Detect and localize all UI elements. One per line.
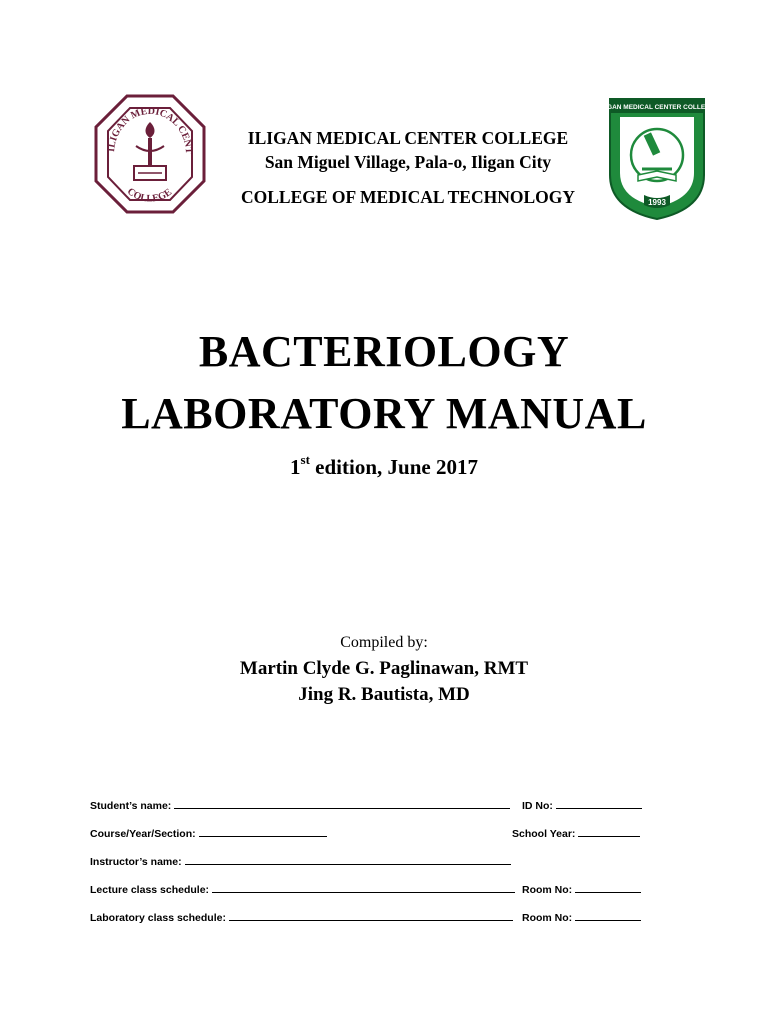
edition-date: edition, June 2017 (309, 455, 478, 479)
instructor-label: Instructor’s name: (90, 856, 182, 868)
right-logo-year: 1993 (648, 198, 666, 207)
room2-field[interactable] (575, 910, 641, 921)
svg-text:ILIGAN MEDICAL CENTER: ILIGAN MEDICAL CENT (106, 105, 195, 155)
manual-title-line1: BACTERIOLOGY (198, 327, 570, 376)
edition (0, 452, 768, 480)
shield-logo-icon (599, 97, 715, 221)
department-name: COLLEGE OF MEDICAL TECHNOLOGY (240, 187, 575, 207)
school-year-field[interactable] (578, 826, 640, 837)
author-2: Jing R. Bautista, MD (298, 684, 470, 705)
school-year-label: School Year: (512, 828, 576, 840)
instructor-field[interactable] (185, 854, 511, 865)
course-row (90, 826, 327, 840)
author-1: Martin Clyde G. Paglinawan, RMT (239, 658, 529, 679)
id-no-row (522, 798, 642, 812)
room1-field[interactable] (575, 882, 641, 893)
room1-label: Room No: (522, 884, 573, 896)
manual-title-line2: LABORATORY MANUAL (121, 389, 647, 438)
id-no-label: ID No: (522, 800, 553, 812)
course-field[interactable] (199, 826, 327, 837)
seal-left-icon (94, 94, 206, 214)
college-address: San Miguel Village, Pala-o, Iligan City (264, 152, 552, 172)
student-name-label: Student’s name: (90, 800, 172, 812)
laboratory-label: Laboratory class schedule: (90, 912, 226, 924)
lecture-row (90, 882, 515, 896)
right-logo-title: ILIGAN MEDICAL CENTER COLLEGE (599, 104, 715, 111)
edition-number: 1 (290, 455, 301, 479)
school-year-row (512, 826, 640, 840)
lecture-label: Lecture class schedule: (90, 884, 210, 896)
student-name-row (90, 798, 510, 812)
compiled-by: Compiled by: (340, 634, 428, 651)
instructor-row (90, 854, 511, 868)
id-no-field[interactable] (556, 798, 642, 809)
college-seal-right (599, 97, 715, 221)
lecture-field[interactable] (212, 882, 515, 893)
college-seal-left (94, 94, 206, 214)
laboratory-field[interactable] (229, 910, 513, 921)
edition-suffix: st (300, 452, 310, 467)
laboratory-row (90, 910, 513, 924)
student-name-field[interactable] (174, 798, 510, 809)
course-label: Course/Year/Section: (90, 828, 196, 840)
room2-row (522, 910, 641, 924)
room2-label: Room No: (522, 912, 573, 924)
college-name: ILIGAN MEDICAL CENTER COLLEGE (247, 128, 569, 148)
room1-row (522, 882, 641, 896)
svg-text:COLLEGE: COLLEGE (124, 186, 175, 205)
